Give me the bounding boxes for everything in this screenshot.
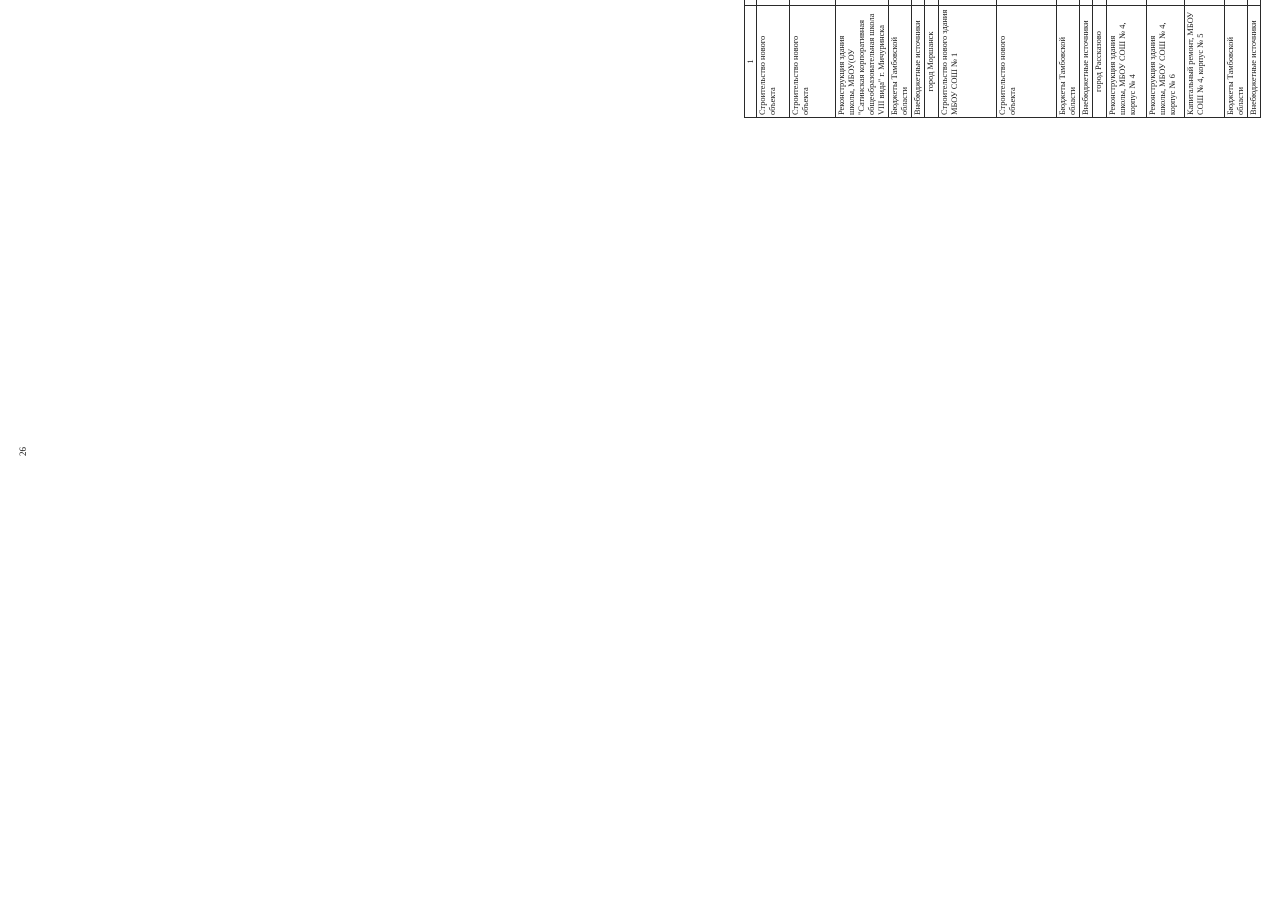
table-row xyxy=(889,0,912,118)
table-cell: Строительство нового объекта xyxy=(757,6,790,118)
table-cell: Капитальный ремонт, МБОУ СОШ № 4, корпус № 5 xyxy=(1185,6,1225,118)
table-cell: город Рассказово xyxy=(1093,6,1107,118)
table-row xyxy=(1093,0,1107,118)
table-row xyxy=(912,0,925,118)
title-line-1 xyxy=(695,0,708,118)
table-cell: Строительство нового объекта xyxy=(997,6,1057,118)
table-cell xyxy=(1185,0,1225,6)
table-cell xyxy=(1080,0,1093,6)
table-cell xyxy=(939,0,997,6)
table-row xyxy=(836,0,889,118)
table-cell xyxy=(997,0,1057,6)
table-cell xyxy=(912,0,925,6)
table-row xyxy=(1080,0,1093,118)
table-cell xyxy=(889,0,912,6)
table-cell xyxy=(757,0,790,6)
table-row xyxy=(1147,0,1185,118)
table-cell: Строительство нового здания МБОУ СОШ № 1 xyxy=(939,6,997,118)
rotated-page xyxy=(612,0,1258,118)
table-header-row xyxy=(745,0,757,118)
table-row xyxy=(997,0,1057,118)
table-row xyxy=(1057,0,1080,118)
page-number: 26 xyxy=(18,447,28,456)
title-line-2 xyxy=(707,0,720,118)
table-row xyxy=(1225,0,1248,118)
table-cell: Бюджеты Тамбовской области xyxy=(1225,6,1248,118)
table-row xyxy=(939,0,997,118)
table-row xyxy=(925,0,939,118)
table-row xyxy=(1107,0,1147,118)
table-row xyxy=(1185,0,1225,118)
table-cell: Внебюджетные источники xyxy=(1248,6,1261,118)
table-cell: Внебюджетные источники xyxy=(912,6,925,118)
document-title xyxy=(682,0,732,118)
table-cell xyxy=(1057,0,1080,6)
table-cell xyxy=(1093,0,1107,6)
table-cell xyxy=(1107,0,1147,6)
table-cell xyxy=(1147,0,1185,6)
table-cell: Строительство нового объекта xyxy=(790,6,836,118)
program-table xyxy=(744,0,1261,118)
table-cell xyxy=(790,0,836,6)
table-cell: город Моршанск xyxy=(925,6,939,118)
table-row xyxy=(757,0,790,118)
column-header xyxy=(745,0,757,6)
table-cell: Реконструкция здания школы, МБОУ(ОУ "Сатинская корпоративная общеобразовательная школа VIII вида" г. Мичуринска xyxy=(836,6,889,118)
table-cell: Бюджеты Тамбовской области xyxy=(1057,6,1080,118)
title-line-3 xyxy=(720,0,733,118)
table-cell xyxy=(1248,0,1261,6)
table-row xyxy=(1248,0,1261,118)
table-cell xyxy=(836,0,889,6)
table-cell xyxy=(925,0,939,6)
table-row xyxy=(790,0,836,118)
column-header: 1 xyxy=(745,6,757,118)
table-cell: Бюджеты Тамбовской области xyxy=(889,6,912,118)
continuation-label-1 xyxy=(655,0,666,164)
table-cell: Реконструкция здания школы, МБОУ СОШ № 4, корпус № 6 xyxy=(1147,6,1185,118)
table-cell: Внебюджетные источники xyxy=(1080,6,1093,118)
table-cell xyxy=(1225,0,1248,6)
table-cell: Реконструкция здания школы, МБОУ СОШ № 4, корпус № 4 xyxy=(1107,6,1147,118)
continuation-label-2 xyxy=(682,0,695,118)
